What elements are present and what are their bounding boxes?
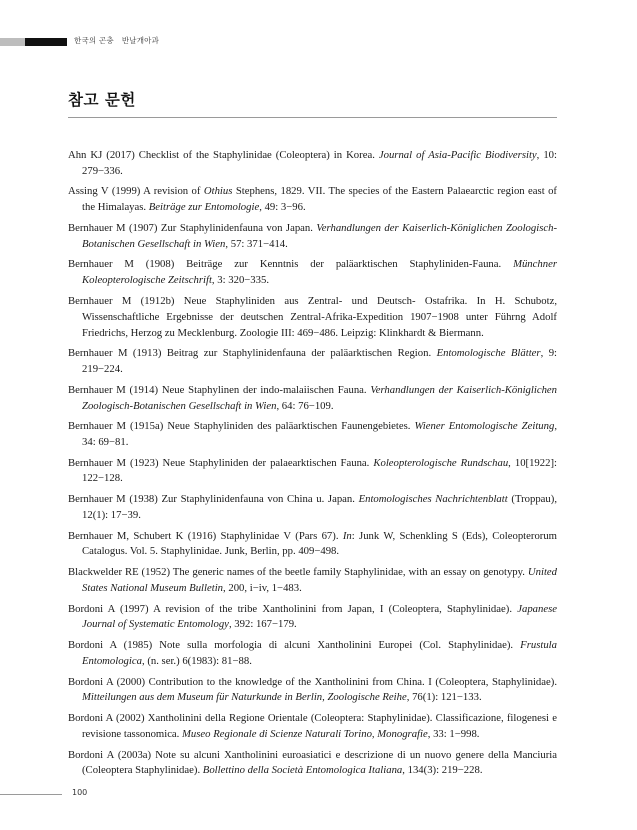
- reference-text: Bernhauer M (1914) Neue Staphylinen der indo-malaiischen Fauna.: [68, 383, 371, 396]
- reference-text: Ahn KJ (2017) Checklist of the Staphylinidae (Coleoptera) in Korea.: [68, 149, 379, 161]
- reference-list: [68, 148, 557, 784]
- reference-text: Bordoni A (1985) Note sulla morfologia di alcuni Xantholinini Europei (Col. Staphylinidae).: [68, 639, 521, 652]
- reference-journal: Entomologisches Nachrichtenblatt: [358, 493, 508, 506]
- running-header: [74, 35, 159, 46]
- reference-entry: [68, 748, 557, 780]
- reference-journal: Münchner Koleopterologische Zeitschrift: [82, 258, 557, 287]
- reference-text: Bernhauer M (1923) Neue Staphyliniden der palaearktischen Fauna.: [68, 456, 374, 469]
- reference-text: Bernhauer M (1915a) Neue Staphyliniden des paläarktischen Faunengebietes.: [68, 420, 415, 433]
- reference-text: : Junk W, Schenkling S (Eds), Coleopterorum Catalogus. Vol. 5. Staphylinidae. Junk, Berlin, pp. 409−498.: [82, 529, 557, 558]
- reference-journal: Journal of Asia-Pacific Biodiversity: [378, 149, 537, 161]
- reference-journal: Bollettino della Società Entomologica Italiana: [202, 764, 403, 777]
- reference-text: Stephens, 1829. VII. The species of the Eastern Palaearctic region east of the Himalayas.: [82, 185, 557, 214]
- page-title: 참고 문헌: [68, 91, 136, 109]
- reference-citation: , 10[1922]: 122−128.: [82, 456, 557, 485]
- reference-text: Assing V (1999) A revision of: [68, 185, 204, 198]
- reference-entry: [68, 529, 557, 561]
- header-bar-gray: [0, 38, 25, 46]
- footer-line: [0, 794, 62, 795]
- reference-entry: [68, 419, 557, 451]
- reference-text: Bordoni A (2003a) Note su alcuni Xantholinini euroasiatici e descrizione di un nuovo genere della Manciuria (Coleoptera Staphylinidae).: [68, 748, 557, 777]
- reference-entry: [68, 346, 557, 378]
- reference-text: Bernhauer M (1908) Beiträge zur Kenntnis der paläarktischen Staphyliniden-Fauna.: [68, 258, 514, 271]
- reference-entry: [68, 257, 557, 289]
- reference-entry: [68, 638, 557, 670]
- reference-entry: [68, 294, 557, 341]
- reference-text: Bernhauer M (1912b) Neue Staphyliniden aus Zentral- und Deutsch- Ostafrika. In H. Schubotz, Wissenschaftliche Ergebnisse der deutschen Zentral-Afrika-Expedition 1907−1908 unter Führng Adolf Friedrichs, Herzog zu Mecklenburg. Zoologie III: 469−486. Leipzig: Klinkhardt & Biermann.: [68, 294, 557, 339]
- reference-journal: United States National Museum Bulletin: [82, 566, 557, 594]
- reference-entry: [68, 675, 557, 707]
- reference-entry: [68, 711, 557, 743]
- reference-entry: [68, 456, 557, 488]
- reference-journal: Frustula Entomologica: [82, 639, 557, 667]
- reference-citation: , 392: 167−179.: [228, 618, 297, 631]
- reference-journal: Koleopterologische Rundschau: [373, 456, 509, 469]
- reference-italic: In: [342, 529, 352, 542]
- reference-citation: , (n. ser.) 6(1983): 81−88.: [141, 654, 252, 667]
- reference-journal: Japanese Journal of Systematic Entomology: [82, 602, 557, 631]
- reference-citation: (Troppau), 12(1): 17−39.: [82, 493, 558, 521]
- reference-entry: [68, 221, 557, 253]
- header-bar-black: [25, 38, 67, 46]
- reference-citation: , 9: 219−224.: [82, 347, 558, 376]
- reference-text: Bordoni A (1997) A revision of the tribe Xantholinini from Japan, I (Coleoptera, Staphylinidae).: [68, 602, 518, 615]
- reference-citation: , 33: 1−998.: [427, 727, 480, 740]
- reference-journal: Mitteilungen aus dem Museum für Naturkunde in Berlin, Zoologische Reihe: [82, 691, 407, 704]
- page-number: 100: [72, 788, 88, 797]
- reference-text: , 49: 3−96.: [259, 201, 306, 214]
- reference-text: Bernhauer M (1938) Zur Staphylinidenfauna von China u. Japan.: [68, 493, 359, 506]
- reference-entry: [68, 184, 557, 216]
- book-title: 한국의 곤충: [74, 36, 114, 45]
- reference-journal: Verhandlungen der Kaiserlich-Königlichen Zoologisch-Botanischen Gesellschaft in Wien: [82, 383, 558, 412]
- reference-citation: , 10: 279−336.: [82, 149, 557, 177]
- reference-citation: , 76(1): 121−133.: [406, 691, 482, 704]
- title-divider: [68, 117, 557, 118]
- reference-citation: , 134(3): 219−228.: [402, 764, 483, 777]
- reference-text: Bernhauer M (1913) Beitrag zur Staphylinidenfauna der paläarktischen Region.: [68, 347, 437, 360]
- reference-citation: , 34: 69−81.: [82, 420, 557, 448]
- reference-citation: , 200, i−iv, 1−483.: [223, 581, 302, 594]
- reference-text: Blackwelder RE (1952) The generic names of the beetle family Staphylinidae, with an essay on genotypy.: [68, 566, 528, 579]
- reference-text: Bordoni A (2000) Contribution to the knowledge of the Xantholinini from China. I (Coleoptera, Staphylinidae).: [68, 675, 557, 688]
- reference-journal: Entomologische Blätter: [436, 347, 541, 360]
- reference-text: Bordoni A (2002) Xantholinini della Regione Orientale (Coleoptera: Staphylinidae). Classificazione, filogenesi e revisione tassonomica.: [68, 712, 557, 740]
- reference-entry: [68, 602, 557, 634]
- reference-citation: , 57: 371−414.: [225, 237, 288, 250]
- reference-text: Bernhauer M (1907) Zur Staphylinidenfauna von Japan.: [68, 221, 317, 234]
- reference-journal: Museo Regionale di Scienze Naturali Torino, Monografie: [182, 727, 428, 740]
- reference-entry: [68, 492, 557, 524]
- reference-citation: , 3: 320−335.: [211, 274, 270, 287]
- section-name: 반날개아과: [121, 36, 160, 45]
- reference-entry: [68, 565, 557, 597]
- reference-journal: Wiener Entomologische Zeitung: [414, 420, 555, 433]
- reference-text: Bernhauer M, Schubert K (1916) Staphylinidae V (Pars 67).: [68, 529, 343, 542]
- reference-journal: Verhandlungen der Kaiserlich-Königlichen Zoologisch-Botanischen Gesellschaft in Wien: [82, 221, 558, 250]
- reference-entry: [68, 148, 557, 180]
- reference-italic: Othius: [203, 185, 233, 198]
- reference-entry: [68, 383, 557, 415]
- reference-citation: , 64: 76−109.: [276, 399, 334, 412]
- reference-italic: Beiträge zur Entomologie: [148, 201, 260, 214]
